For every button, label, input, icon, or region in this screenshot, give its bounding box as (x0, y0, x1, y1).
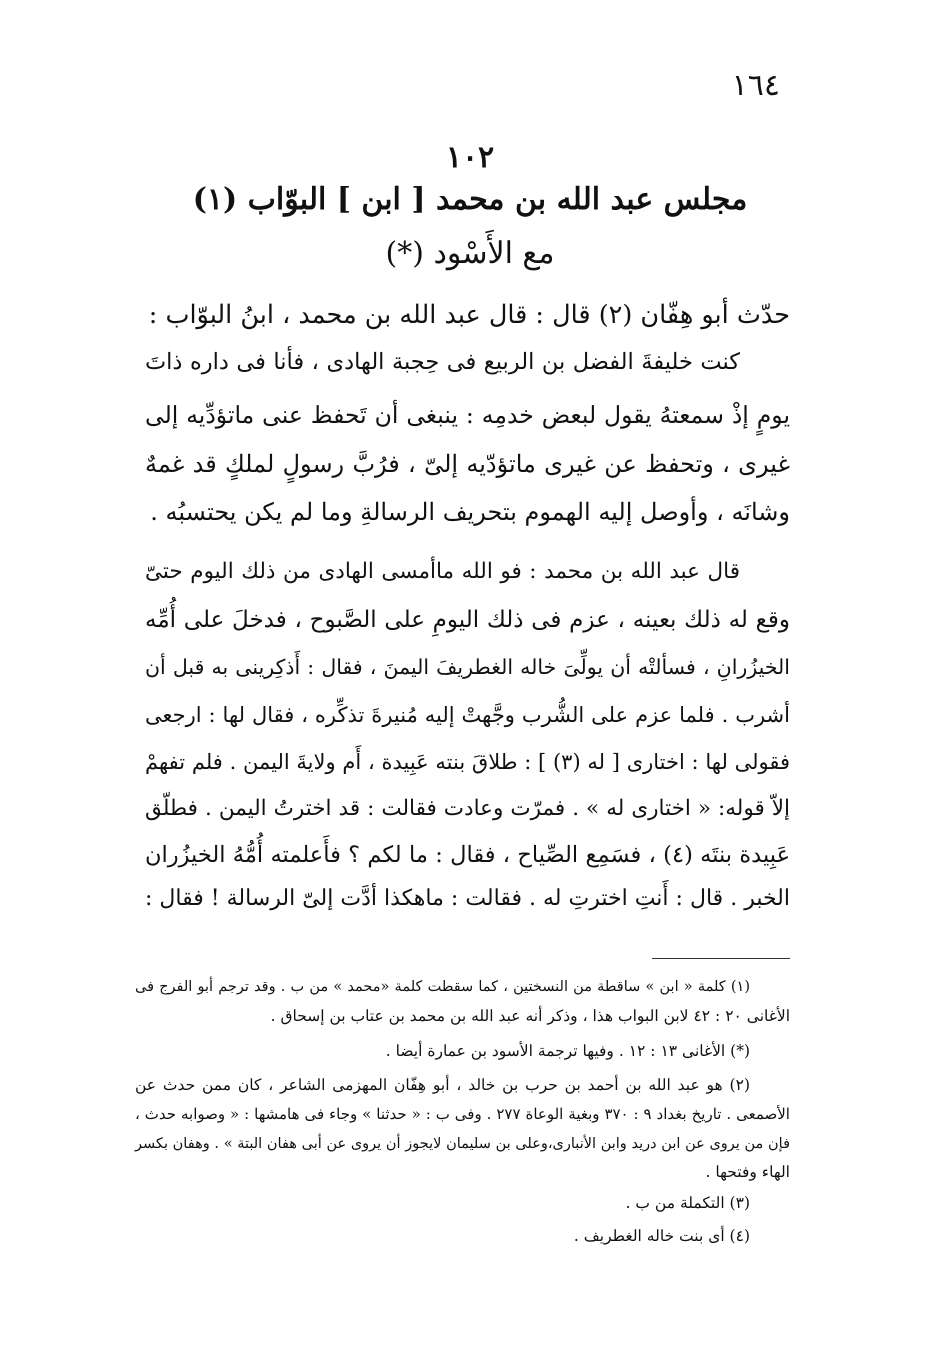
paragraph-line: يومٍ إذْ سمعتهُ يقول لبعض خدمِه : ينبغى أن تَحفظ عنى ماتؤدِّيه إلى (145, 401, 790, 429)
footnote-line: (*) الأغانى ١٣ : ١٢ . وفيها ترجمة الأسود بن عمارة أيضا . (385, 1042, 750, 1060)
footnote-line: (٢) هو عبد الله بن أحمد بن حرب بن خالد ، أبو هِفّان المهزمى الشاعر ، كان ممن حدث عن (135, 1076, 750, 1094)
paragraph-line: أشرب . فلما عزم على الشُّرب وجَّهتْ إليه مُنيرةَ تذكِّره ، فقال لها : ارجعى (145, 703, 790, 727)
section-subtitle: مع الأَسْود (*) (385, 236, 555, 271)
footnote-line: (٣) التكملة من ب . (625, 1194, 750, 1212)
section-title: مجلس عبد الله بن محمد [ ابن ] البوّاب (١) (192, 182, 748, 217)
footnote-line: (١) كلمة « ابن » ساقطة من النسختين ، كما سقطت كلمة «محمد » من ب . وقد ترجم أبو الفرج فى (135, 979, 750, 995)
paragraph-line: الخبر . قال : أَنتِ اخترتِ له . فقالت : ماهكذا أدَّت إلىّ الرسالة ! فقال : (145, 886, 790, 911)
paragraph-line: وقع له ذلك بعينه ، عزم فى ذلك اليومِ على الصَّبوح ، فدخلَ على أُمِّه (145, 607, 790, 633)
paragraph-line: عَبِيدة بنتَه (٤) ، فسَمِع الصِّياح ، فقال : ما لكم ؟ فأَعلمته أُمُّهُ الخيزُران (145, 842, 790, 868)
footnote-line: الأصمعى . تاريخ بغداد ٩ : ٣٧٠ وبغية الوعاة ٢٧٧ . وفى ب : « حدثنا » وجاء فى هامشها : « وصوابه حدث ، (135, 1105, 790, 1123)
chapter-number: ١٠٢ (445, 140, 495, 175)
paragraph-line: كنت خليفةَ الفضل بن الربيع فى حِجبة الهادى ، فأنا فى داره ذاتَ (145, 349, 740, 375)
paragraph-line: وشانَه ، وأوصل إليه الهموم بتحريف الرسالةِ وما لم يكن يحتسبُه . (150, 498, 790, 526)
paragraph-line: غيرى ، وتحفظ عن غيرى ماتؤدّيه إلىّ ، فرُبَّ رسولٍ لملكٍ قد غمهٌ (145, 450, 790, 478)
paragraph-line: حدّث أبو هِفّان (٢) قال : قال عبد الله بن محمد ، ابنُ البوّاب : (148, 300, 790, 330)
paragraph-line: قال عبد الله بن محمد : فو الله ماأمسى الهادى من ذلك اليوم حتىّ (145, 559, 740, 584)
footnote-line: الهاء وفتحها . (705, 1163, 790, 1181)
page-number: ١٦٤ (731, 68, 780, 103)
footnote-line: فإن من يروى عن ابن دريد وابن الأنبارى،وعلى بن سليمان لايجوز أن يروى عن أبى هفان البتة » . وهفان بكسر (135, 1136, 790, 1152)
paragraph-line: فقولى لها : اختارى [ له (٣) ] : طلاقَ بنته عَبِيدة ، أَم ولايةَ اليمن . فلم تفهمْ (145, 750, 790, 774)
paragraph-line: الخيزُرانِ ، فسألتْه أن يولِّىَ خاله الغطريفَ اليمنَ ، فقال : أَذكِرينى به قبل أن (145, 655, 790, 679)
footnote-line: (٤) أى بنت خاله الغطريف . (573, 1227, 750, 1245)
footnote-line: الأغانى ٢٠ : ٤٢ لابن البواب هذا ، وذكر أنه عبد الله بن محمد بن عتاب بن إسحاق . (270, 1007, 790, 1025)
footnote-divider (652, 958, 790, 959)
paragraph-line: إلاّ قوله: « اختارى له » . فمرّت وعادت فقالت : قد اخترتُ اليمن . فطلّق (145, 796, 790, 821)
